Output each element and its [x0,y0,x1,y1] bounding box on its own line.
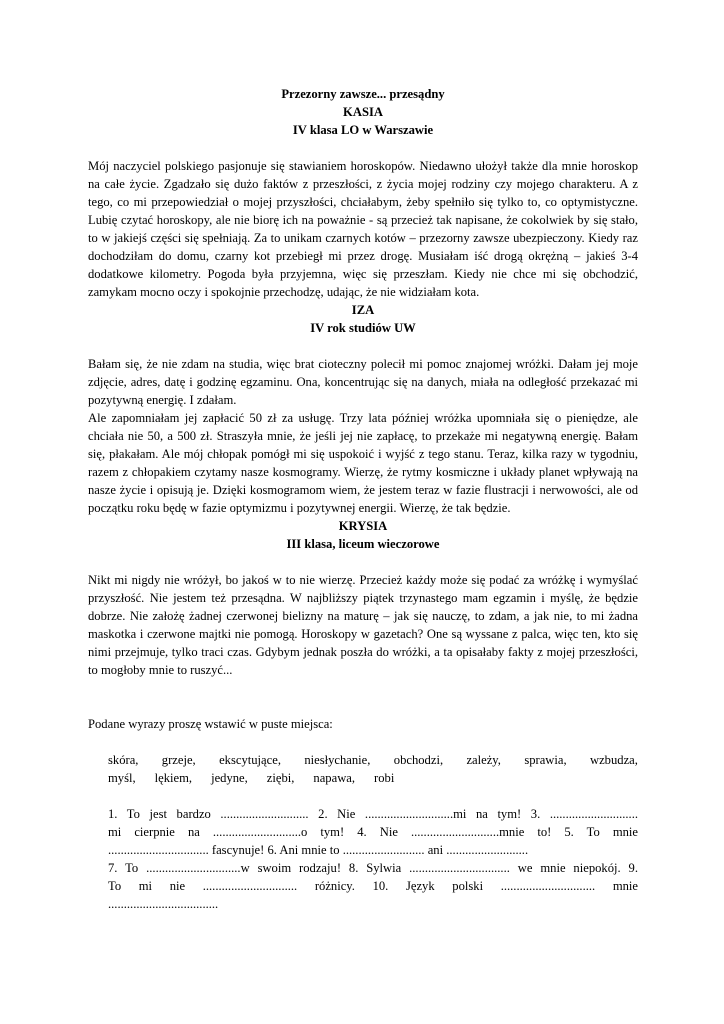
spacer [88,787,638,805]
word-item: skóra, [108,753,139,767]
word-item: ekscytujące, [219,753,281,767]
section-name-iza: IZA [351,303,375,317]
exercise-instruction: Podane wyrazy proszę wstawić w puste miejsca: [88,717,333,731]
section-text-krysia: Nikt mi nigdy nie wróżył, bo jakoś w to nie wierzę. Przecież każdy może się podać za wróżkę i wymyślać przyszłość. Nie jestem też przesądna. W najbliższy piątek trzynastego mam egzamin i myślę, że będzie dobrze. Nie założę żadnej czerwonej bielizny na maturę – jak się nauczę, to zdam, a jak nie, to mi żadna maskotka i czerwone majtki nie pomogą. Horoskopy w gazetach? One są wyssane z palca, więc ten, kto się nimi przejmuje, tylko traci czas. Gdybym jednak poszła do wróżki, a ta opisałaby fakty z mojej przeszłości, to mogłoby mnie to ruszyć... [88,573,638,677]
section-text-iza-continued: Ale zapomniałam jej zapłacić 50 zł za usługę. Trzy lata później wróżka upomniała się o pieniędze, ale chciała nie 50, a 500 zł. Straszyła mnie, że jeśli jej nie zapłacę, to przekaże mi negatywną energię. Bałam się, płakałam. Ale mój chłopak pomógł mi się uspokoić i wyjść z tego stanu. Teraz, kilka razy w tygodniu, razem z chłopakiem czytamy nasze kosmogramy. Wierzę, że rytmy kosmiczne i układy planet wpływają na nasze życie i opisują je. Dzięki kosmogramom wiem, że jestem teraz w fazie flustracji i nerwowości, ale od początku roku będę w fazie optymizmu i pozytywnej energii. Wierzę, że tak będzie. [88,411,638,515]
word-item: obchodzi, [393,753,444,767]
spacer [88,553,638,571]
word-item: niesłychanie, [304,753,371,767]
spacer [88,733,638,751]
section-subtitle-kasia: IV klasa LO w Warszawie [292,123,434,137]
exercise-line: mi cierpnie na ............................o tym! 4. Nie ............................mnie to! 5. To mnie [108,825,638,839]
section-subtitle-krysia: III klasa, liceum wieczorowe [286,537,440,551]
section-subtitle-iza: IV rok studiów UW [310,321,416,335]
spacer [88,139,638,157]
exercise-line: ................................... [108,897,219,911]
spacer [88,337,638,355]
section-name-krysia: KRYSIA [338,519,388,533]
word-item: grzeje, [161,753,196,767]
word-item: lękiem, [154,771,193,785]
spacer [88,679,638,715]
word-item: myśl, [108,771,136,785]
word-item: wzbudza, [590,753,638,767]
section-text-iza: Bałam się, że nie zdam na studia, więc brat cioteczny polecił mi pomoc znajomej wróżki. Dałam jej moje zdjęcie, adres, datę i godzinę egzaminu. Ona, koncentrując się na danych, miała na odległość przekazać mi pozytywną energię. I zdałam. [88,357,638,407]
word-item: robi [374,771,395,785]
word-bank [88,751,638,787]
word-item: zależy, [466,753,501,767]
exercise-line: ................................ fascynuje! 6. Ani mnie to .......................... ani .......................... [108,843,529,857]
word-item: jedyne, [211,771,248,785]
exercise-line: To mi nie .............................. różnicy. 10. Język polski .............................. mnie [108,879,638,893]
document-title: Przezorny zawsze... przesądny [281,87,445,101]
word-item: napawa, [313,771,356,785]
word-bank-row [108,751,638,769]
section-name-kasia: KASIA [343,105,383,119]
exercise-line: 7. To ..............................w swoim rodzaju! 8. Sylwia ................................ we mnie niepokój. 9. [108,861,638,875]
word-item: sprawia, [524,753,567,767]
section-text-kasia: Mój naczyciel polskiego pasjonuje się stawianiem horoskopów. Niedawno ułożył także dla mnie horoskop na całe życie. Zgadzało się dużo faktów z przeszłości, z życia mojej rodziny czy mojego charakteru. A z tego, co mi przepowiedział o mojej przyszłości, chciałabym, żeby spełniło się tylko to, co optymistyczne. Lubię czytać horoskopy, ale nie biorę ich na poważnie - są przecież tak napisane, że cokolwiek by się stało, to w jakiejś części się spełniają. Za to unikam czarnych kotów – przezorny zawsze ubezpieczony. Kiedy raz dochodziłam do domu, czarny kot przebiegł mi przez drogę. Musiałam iść drogą okrężną – jakieś 3-4 dodatkowe kilometry. Pogoda była przyjemna, więc się przeszłam. Kiedy nie chce mi się obchodzić, zamykam mocno oczy i spokojnie przechodzę, udając, że nie widziałam kota. [88,159,638,299]
word-item: ziębi, [266,771,295,785]
fill-in-exercise [108,805,638,913]
word-bank-row [108,769,638,787]
exercise-line: 1. To jest bardzo ............................ 2. Nie ............................mi na tym! 3. ............................ [108,807,638,821]
